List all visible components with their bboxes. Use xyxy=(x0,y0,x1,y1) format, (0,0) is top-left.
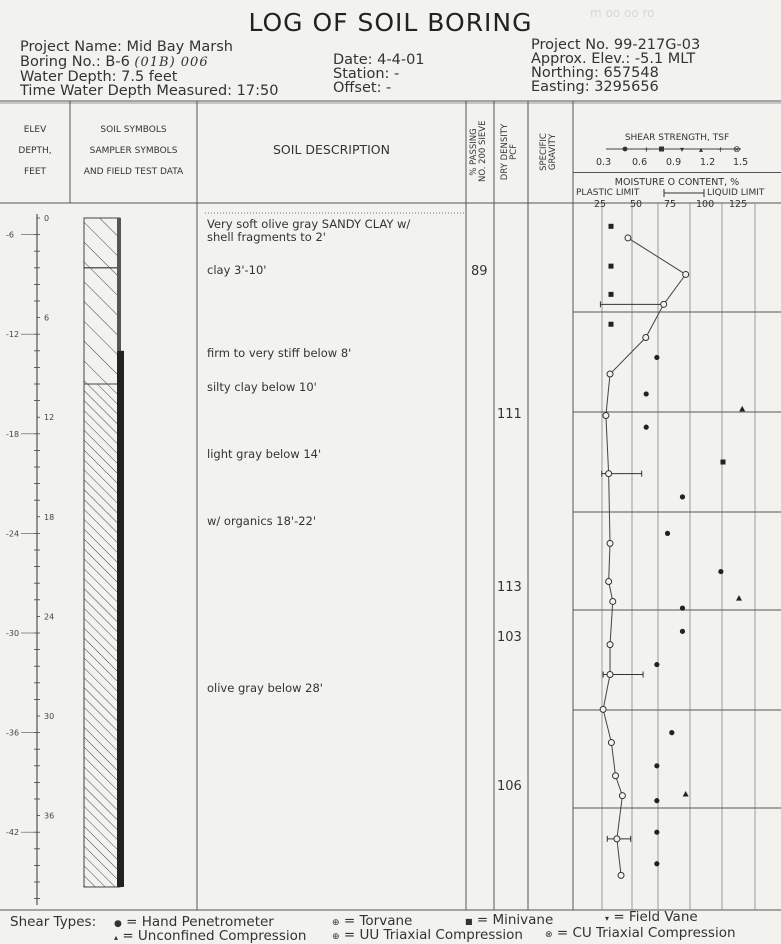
stratum-silty-clay xyxy=(84,384,120,887)
depth-label: 36 xyxy=(44,811,55,821)
date: Date: 4-4-01 xyxy=(333,52,425,68)
sampler-bar-upper xyxy=(117,218,121,351)
log-title: LOG OF SOIL BORING xyxy=(248,8,533,37)
easting: Easting: 3295656 xyxy=(531,79,659,95)
shear-ticks xyxy=(573,157,781,171)
density-header-line2: PCF xyxy=(509,144,519,160)
depth-label: 12 xyxy=(44,413,55,423)
soil-description-header: SOIL DESCRIPTION xyxy=(272,142,390,157)
moisture-point xyxy=(607,540,613,546)
description-4: silty clay below 10' xyxy=(207,380,317,394)
gravity-header-line2: GRAVITY xyxy=(548,133,558,171)
soil-symbols-header: SOIL SYMBOLS xyxy=(100,125,167,135)
moisture-point xyxy=(607,672,613,678)
legend-minivane xyxy=(465,912,553,928)
moisture-point xyxy=(606,579,612,585)
svg-text:▴: ▴ xyxy=(699,145,704,154)
elevation-label: -24 xyxy=(6,529,20,539)
symbols-header xyxy=(70,120,197,183)
density-header-line1: DRY DENSITY xyxy=(500,123,510,181)
moisture-point xyxy=(607,371,613,377)
moisture-point xyxy=(625,235,631,241)
legend-cu-triaxial xyxy=(545,925,736,941)
elevation-label: -30 xyxy=(6,629,20,638)
torvane-text: = Torvane xyxy=(343,913,413,929)
moisture-point xyxy=(610,598,616,604)
feet-header: FEET xyxy=(23,167,47,177)
unconfined-compression-point xyxy=(739,406,745,412)
depth-label: 30 xyxy=(44,712,55,721)
minivane-point xyxy=(609,322,614,327)
liquid-limit-label: LIQUID LIMIT xyxy=(707,188,765,198)
hand-penetrometer-point xyxy=(654,355,659,360)
passing-200-header xyxy=(470,122,490,182)
minivane-text: = Minivane xyxy=(476,912,554,928)
shear-legend-line xyxy=(573,140,781,158)
moisture-point xyxy=(614,836,620,842)
unconfined-compression-point xyxy=(736,595,742,601)
field-test-header: AND FIELD TEST DATA xyxy=(83,167,184,177)
stratum-sandy-clay xyxy=(84,218,120,268)
hand-penetrometer-point xyxy=(654,662,659,667)
shear-tick: 0.9 xyxy=(666,157,682,168)
moisture-tick: 125 xyxy=(729,199,748,210)
hand-penetrometer-icon: ● xyxy=(114,919,122,929)
boring-value: B-6 xyxy=(105,54,130,70)
moisture-point xyxy=(618,872,624,878)
minivane-point xyxy=(609,292,614,297)
legend-hand-pen-symbol xyxy=(623,147,628,152)
moisture-point xyxy=(613,773,619,779)
depth-label: 24 xyxy=(44,612,55,622)
minivane-point xyxy=(721,460,726,465)
dry-density-value: 103 xyxy=(497,630,522,645)
unconfined-text: = Unconfined Compression xyxy=(122,928,307,944)
cu-triaxial-text: = CU Triaxial Compression xyxy=(556,925,736,941)
svg-text:+: + xyxy=(717,145,724,154)
elevation-label: -42 xyxy=(6,828,20,838)
description-1-line2: shell fragments to 2' xyxy=(207,230,326,244)
dry-density-value: 113 xyxy=(497,580,522,595)
moisture-title: MOISTURE O CONTENT, % xyxy=(614,177,740,188)
stratum-clay xyxy=(84,268,120,384)
description-3: firm to very stiff below 8' xyxy=(207,346,352,360)
water-depth: Water Depth: 7.5 feet xyxy=(20,69,178,85)
shear-types-label: Shear Types: xyxy=(10,914,97,930)
elev-header: ELEV xyxy=(23,125,47,135)
boring-label: Boring No.: xyxy=(20,54,101,70)
hand-penetrometer-point xyxy=(654,830,659,835)
description-1-line1: Very soft olive gray SANDY CLAY w/ xyxy=(207,217,411,231)
moisture-point xyxy=(606,471,612,477)
shear-strength-title: SHEAR STRENGTH, TSF xyxy=(624,133,730,143)
project-name-label: Project Name: xyxy=(20,39,122,55)
moisture-point xyxy=(661,301,667,307)
moisture-point xyxy=(600,706,606,712)
sampler-bar-lower xyxy=(117,351,124,887)
shear-tick: 0.6 xyxy=(632,157,648,168)
offset: Offset: - xyxy=(333,80,392,96)
limits-legend-bar xyxy=(662,188,706,198)
hand-penetrometer-point xyxy=(654,798,659,803)
moisture-profile-line xyxy=(603,238,686,875)
unconfined-compression-point xyxy=(683,791,689,797)
uu-triaxial-text: = UU Triaxial Compression xyxy=(343,927,523,943)
shear-tick: 0.3 xyxy=(596,157,612,168)
uu-triaxial-icon: ⊕ xyxy=(332,932,340,942)
approx-elevation: Approx. Elev.: -5.1 MLT xyxy=(531,51,696,67)
faint-watermark: m oo oo ro xyxy=(590,6,655,20)
elevation-label: -12 xyxy=(6,330,20,340)
moisture-point xyxy=(607,642,613,648)
station: Station: - xyxy=(333,66,400,82)
hand-penetrometer-point xyxy=(654,763,659,768)
gravity-header-line1: SPECIFIC xyxy=(539,133,549,171)
moisture-tick: 25 xyxy=(594,199,607,210)
time-measured: Time Water Depth Measured: 17:50 xyxy=(20,83,279,99)
hand-penetrometer-point xyxy=(644,425,649,430)
dry-density-header xyxy=(501,122,521,182)
hand-penetrometer-point xyxy=(654,861,659,866)
description-2: clay 3'-10' xyxy=(207,263,267,277)
moisture-tick: 75 xyxy=(664,199,677,210)
boring-handwritten-note: (01B) 006 xyxy=(134,55,209,70)
sampler-symbols-header: SAMPLER SYMBOLS xyxy=(89,146,178,156)
torvane-icon: ⊕ xyxy=(332,918,340,928)
description-6: w/ organics 18'-22' xyxy=(207,514,317,528)
elevation-label: -6 xyxy=(6,230,14,240)
svg-text:▾: ▾ xyxy=(680,145,685,154)
hand-penetrometer-point xyxy=(665,531,670,536)
hand-penetrometer-point xyxy=(644,391,649,396)
legend-minivane-symbol xyxy=(659,147,664,152)
depth-label: 6 xyxy=(44,313,50,323)
elevation-label: -36 xyxy=(6,728,20,738)
svg-text:+: + xyxy=(643,145,650,154)
passing-header-line1: % PASSING xyxy=(469,128,479,176)
project-name-value: Mid Bay Marsh xyxy=(126,39,233,55)
moisture-point xyxy=(619,793,625,799)
minivane-point xyxy=(609,264,614,269)
depth-label: 18 xyxy=(44,512,55,522)
shear-tick: 1.5 xyxy=(733,157,749,168)
moisture-point xyxy=(608,740,614,746)
hand-penetrometer-point xyxy=(718,569,723,574)
legend-uu-triaxial xyxy=(332,927,523,943)
hand-penetrometer-point xyxy=(680,629,685,634)
dry-density-value: 106 xyxy=(497,779,522,794)
moisture-tick: 50 xyxy=(630,199,643,210)
minivane-point xyxy=(609,224,614,229)
elevation-label: -18 xyxy=(6,429,20,439)
dry-density-value: 111 xyxy=(497,407,522,422)
moisture-divider xyxy=(573,172,781,173)
field-vane-icon: ▾ xyxy=(605,914,610,923)
legend-field-vane xyxy=(605,909,698,925)
cu-triaxial-icon: ⊗ xyxy=(545,930,553,940)
unconfined-icon: ▴ xyxy=(114,933,119,942)
specific-gravity-header xyxy=(540,122,560,182)
moisture-tick: 100 xyxy=(696,199,715,210)
hand-penetrometer-point xyxy=(680,606,685,611)
plastic-limit-label: PLASTIC LIMIT xyxy=(576,188,640,198)
moisture-point xyxy=(643,335,649,341)
hand-penetrometer-point xyxy=(680,494,685,499)
depth-header: DEPTH, xyxy=(18,146,52,156)
shear-tick: 1.2 xyxy=(700,157,716,168)
depth-label: 0 xyxy=(44,214,50,223)
description-5: light gray below 14' xyxy=(207,447,322,461)
northing: Northing: 657548 xyxy=(531,65,659,81)
svg-text:⊗: ⊗ xyxy=(733,145,741,155)
passing-header-line2: NO. 200 SIEVE xyxy=(478,120,488,182)
moisture-point xyxy=(603,413,609,419)
field-vane-text: = Field Vane xyxy=(613,909,698,925)
passing-200-value: 89 xyxy=(471,264,488,279)
hand-penetrometer-text: = Hand Penetrometer xyxy=(126,914,274,930)
description-7: olive gray below 28' xyxy=(207,681,323,695)
minivane-icon: ■ xyxy=(465,917,473,926)
moisture-point xyxy=(683,271,689,277)
moisture-ticks xyxy=(573,199,781,211)
hand-penetrometer-point xyxy=(669,730,674,735)
project-number: Project No. 99-217G-03 xyxy=(531,37,701,53)
elev-depth-header xyxy=(0,120,70,183)
description-1 xyxy=(207,218,410,244)
